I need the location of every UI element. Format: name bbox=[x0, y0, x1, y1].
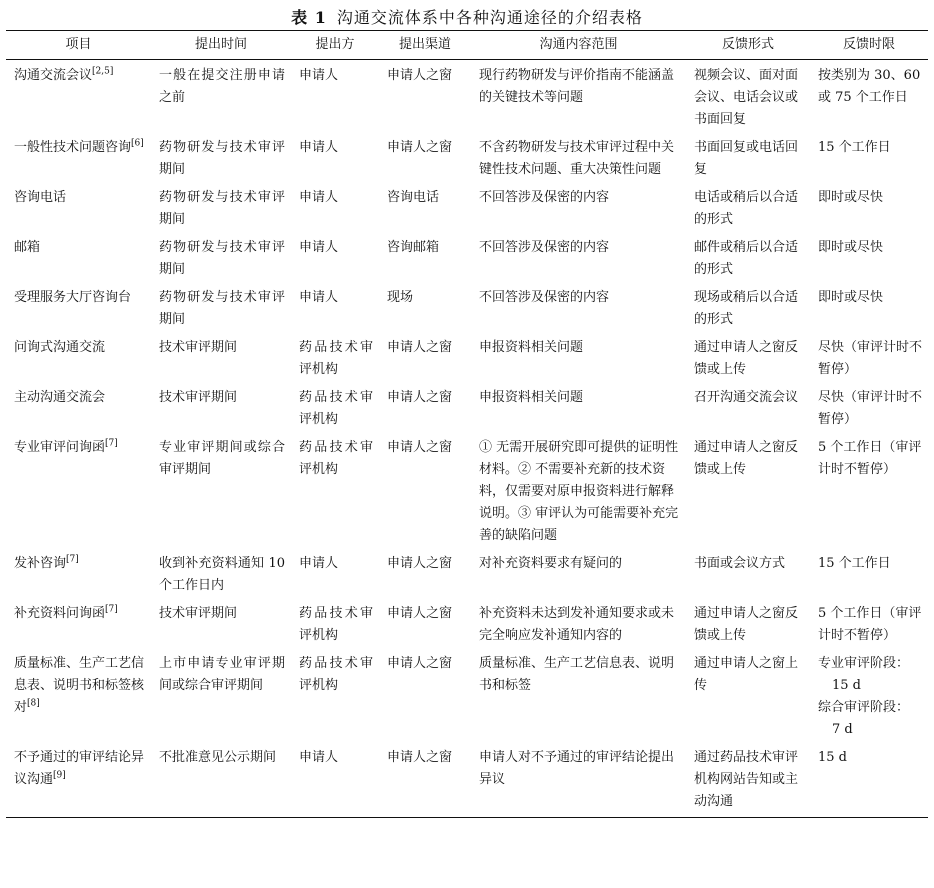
cell-scope: 对补充资料要求有疑问的 bbox=[479, 556, 623, 571]
cell-channel: 申请人之窗 bbox=[387, 440, 453, 455]
table-row bbox=[6, 384, 928, 434]
table-row bbox=[6, 600, 928, 650]
header-item: 项目 bbox=[6, 31, 151, 60]
table-row bbox=[6, 60, 928, 135]
cell-item: 受理服务大厅咨询台 bbox=[14, 290, 132, 305]
cell-form: 通过药品技术审评机构网站告知或主动沟通 bbox=[686, 744, 810, 818]
cell-scope: 不回答涉及保密的内容 bbox=[479, 290, 610, 305]
cell-channel: 咨询邮箱 bbox=[387, 240, 440, 255]
citation: [7] bbox=[105, 438, 118, 449]
cell-item: 咨询电话 bbox=[14, 190, 67, 205]
deadline-line: 15 d bbox=[832, 678, 861, 693]
cell-deadline: 5 个工作日（审评计时不暂停） bbox=[818, 606, 922, 643]
cell-channel: 申请人之窗 bbox=[387, 68, 453, 83]
cell-form: 书面回复或电话回复 bbox=[694, 140, 799, 177]
cell-scope: 不回答涉及保密的内容 bbox=[479, 190, 610, 205]
deadline-line: 7 d bbox=[832, 722, 853, 737]
cell-channel: 申请人之窗 bbox=[387, 390, 453, 405]
cell-by: 申请人 bbox=[299, 240, 339, 255]
cell-item: 主动沟通交流会 bbox=[14, 390, 106, 405]
cell-by: 药品技术审评机构 bbox=[299, 340, 373, 377]
cell-channel: 申请人之窗 bbox=[387, 656, 453, 671]
cell-form: 视频会议、面对面会议、电话会议或书面回复 bbox=[694, 68, 799, 127]
cell-scope: 不回答涉及保密的内容 bbox=[479, 240, 610, 255]
cell-time: 技术审评期间 bbox=[159, 606, 238, 621]
cell-scope: 补充资料未达到发补通知要求或未完全响应发补通知内容的 bbox=[479, 606, 675, 643]
cell-scope: ① 无需开展研究即可提供的证明性材料。② 不需要补充新的技术资料，仅需要对原申报资料进行解释说明。③ 审评认为可能需要补充完善的缺陷问题 bbox=[479, 440, 679, 543]
cell-by: 申请人 bbox=[291, 744, 379, 818]
citation: [7] bbox=[66, 554, 79, 565]
cell-form: 电话或稍后以合适的形式 bbox=[694, 190, 799, 227]
cell-scope: 申报资料相关问题 bbox=[479, 390, 584, 405]
cell-item: 补充资料问询函[7] bbox=[14, 604, 118, 621]
cell-deadline: 即时或尽快 bbox=[818, 290, 884, 305]
cell-scope: 现行药物研发与评价指南不能涵盖的关键技术等问题 bbox=[479, 68, 675, 105]
citation: [7] bbox=[105, 604, 118, 615]
cell-time: 专业审评期间或综合审评期间 bbox=[159, 440, 285, 477]
cell-form: 书面或会议方式 bbox=[694, 556, 786, 571]
cell-channel: 申请人之窗 bbox=[387, 556, 453, 571]
cell-by: 申请人 bbox=[299, 556, 339, 571]
table-row bbox=[6, 744, 928, 818]
cell-deadline: 即时或尽快 bbox=[818, 240, 884, 255]
cell-time: 技术审评期间 bbox=[159, 390, 238, 405]
table-row bbox=[6, 550, 928, 600]
header-by: 提出方 bbox=[291, 31, 379, 60]
cell-item: 不予通过的审评结论异议沟通[9] bbox=[6, 744, 151, 818]
table-row bbox=[6, 184, 928, 234]
cell-deadline: 5 个工作日（审评计时不暂停） bbox=[818, 440, 922, 477]
cell-time: 药物研发与技术审评期间 bbox=[159, 140, 285, 177]
cell-channel: 现场 bbox=[387, 290, 414, 305]
cell-channel: 咨询电话 bbox=[387, 190, 440, 205]
cell-item: 问询式沟通交流 bbox=[14, 340, 106, 355]
cell-form: 召开沟通交流会议 bbox=[694, 390, 799, 405]
cell-deadline: 尽快（审评计时不暂停） bbox=[818, 340, 923, 377]
header-scope: 沟通内容范围 bbox=[471, 31, 686, 60]
cell-by: 药品技术审评机构 bbox=[299, 390, 373, 427]
cell-time: 一般在提交注册申请之前 bbox=[159, 68, 285, 105]
cell-by: 申请人 bbox=[299, 290, 339, 305]
cell-form: 通过申请人之窗反馈或上传 bbox=[694, 606, 799, 643]
cell-by: 药品技术审评机构 bbox=[299, 440, 373, 477]
cell-form: 通过申请人之窗上传 bbox=[694, 656, 799, 693]
cell-item: 专业审评问询函[7] bbox=[14, 438, 118, 455]
cell-time: 不批准意见公示期间 bbox=[151, 744, 291, 818]
table-row bbox=[6, 284, 928, 334]
cell-form: 邮件或稍后以合适的形式 bbox=[694, 240, 799, 277]
citation: [2,5] bbox=[92, 66, 114, 77]
cell-scope: 质量标准、生产工艺信息表、说明书和标签 bbox=[479, 656, 675, 693]
deadline-line: 综合审评阶段： bbox=[818, 700, 910, 715]
cell-item: 沟通交流会议[2,5] bbox=[14, 66, 114, 83]
cell-form: 通过申请人之窗反馈或上传 bbox=[694, 340, 799, 377]
cell-deadline bbox=[810, 650, 928, 744]
table-row bbox=[6, 234, 928, 284]
table-title-label: 表 1 bbox=[291, 8, 327, 27]
communication-table bbox=[6, 30, 928, 818]
cell-time: 药物研发与技术审评期间 bbox=[159, 240, 285, 277]
cell-time: 技术审评期间 bbox=[159, 340, 238, 355]
cell-by: 申请人 bbox=[299, 190, 339, 205]
header-deadline: 反馈时限 bbox=[810, 31, 928, 60]
cell-deadline: 尽快（审评计时不暂停） bbox=[818, 390, 923, 427]
cell-deadline: 按类别为 30、60 或 75 个工作日 bbox=[818, 68, 921, 105]
cell-deadline: 15 个工作日 bbox=[818, 556, 891, 571]
cell-channel: 申请人之窗 bbox=[387, 140, 453, 155]
cell-channel: 申请人之窗 bbox=[379, 744, 471, 818]
cell-scope: 申请人对不予通过的审评结论提出异议 bbox=[471, 744, 686, 818]
deadline-line: 专业审评阶段： bbox=[818, 656, 910, 671]
cell-channel: 申请人之窗 bbox=[387, 606, 453, 621]
cell-form: 通过申请人之窗反馈或上传 bbox=[694, 440, 799, 477]
cell-time: 药物研发与技术审评期间 bbox=[159, 190, 285, 227]
table-row bbox=[6, 134, 928, 184]
cell-scope: 不含药物研发与技术审评过程中关键性技术问题、重大决策性问题 bbox=[479, 140, 675, 177]
citation: [8] bbox=[27, 698, 40, 709]
cell-item: 发补咨询[7] bbox=[14, 554, 79, 571]
cell-by: 申请人 bbox=[299, 140, 339, 155]
cell-deadline: 15 d bbox=[810, 744, 928, 818]
cell-item: 邮箱 bbox=[14, 240, 41, 255]
citation: [9] bbox=[53, 770, 66, 781]
table-row bbox=[6, 334, 928, 384]
table-header-row bbox=[6, 31, 928, 60]
cell-by: 药品技术审评机构 bbox=[299, 656, 373, 693]
table-row bbox=[6, 650, 928, 744]
cell-deadline: 即时或尽快 bbox=[818, 190, 884, 205]
header-form: 反馈形式 bbox=[686, 31, 810, 60]
header-time: 提出时间 bbox=[151, 31, 291, 60]
cell-by: 药品技术审评机构 bbox=[299, 606, 373, 643]
cell-time: 上市申请专业审评期间或综合审评期间 bbox=[159, 656, 285, 693]
cell-channel: 申请人之窗 bbox=[387, 340, 453, 355]
table-row bbox=[6, 434, 928, 550]
cell-form: 现场或稍后以合适的形式 bbox=[694, 290, 799, 327]
citation: [6] bbox=[131, 138, 144, 149]
cell-item: 质量标准、生产工艺信息表、说明书和标签核对[8] bbox=[14, 656, 145, 715]
cell-time: 药物研发与技术审评期间 bbox=[159, 290, 285, 327]
cell-deadline: 15 个工作日 bbox=[818, 140, 891, 155]
cell-item: 一般性技术问题咨询[6] bbox=[14, 138, 144, 155]
table-title bbox=[6, 0, 928, 30]
cell-time: 收到补充资料通知 10 个工作日内 bbox=[159, 556, 285, 593]
cell-scope: 申报资料相关问题 bbox=[479, 340, 584, 355]
cell-by: 申请人 bbox=[299, 68, 339, 83]
table-title-text: 沟通交流体系中各种沟通途径的介绍表格 bbox=[336, 8, 643, 27]
header-channel: 提出渠道 bbox=[379, 31, 471, 60]
